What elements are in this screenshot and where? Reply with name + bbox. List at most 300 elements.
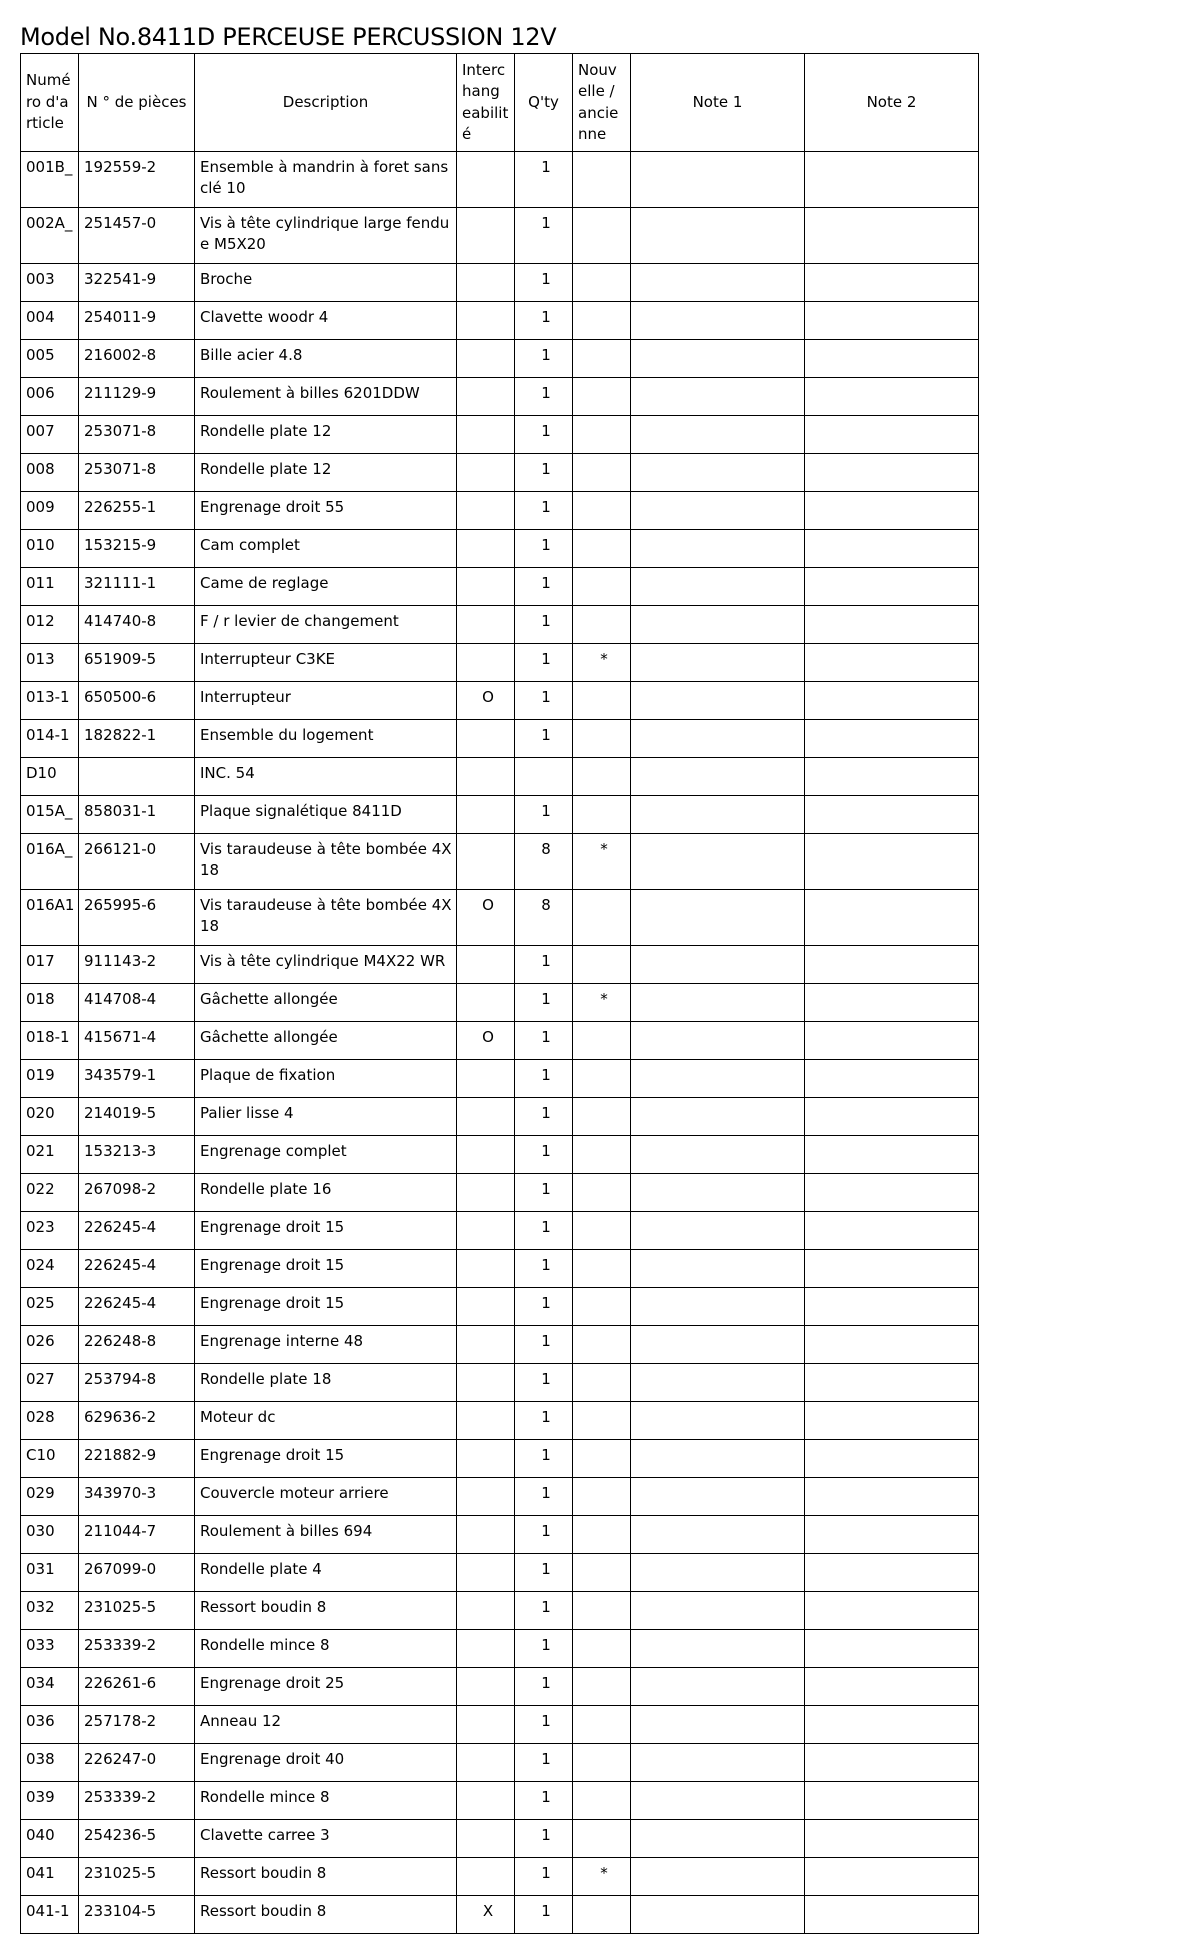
new-old-cell — [573, 492, 631, 530]
page-title: Model No.8411D PERCEUSE PERCUSSION 12V — [20, 23, 557, 51]
table-row — [21, 1402, 979, 1440]
description-cell: INC. 54 — [195, 758, 457, 796]
description-cell: Engrenage droit 55 — [195, 492, 457, 530]
table-row — [21, 1592, 979, 1630]
interchangeability-cell — [457, 1212, 515, 1250]
description-cell: Roulement à billes 694 — [195, 1516, 457, 1554]
quantity-cell: 1 — [515, 946, 573, 984]
quantity-cell: 8 — [515, 890, 573, 946]
item-number-cell: 016A_ — [21, 834, 79, 890]
note-1-cell — [631, 1668, 805, 1706]
interchangeability-cell — [457, 758, 515, 796]
item-number-cell: 008 — [21, 454, 79, 492]
interchangeability-cell — [457, 984, 515, 1022]
new-old-cell — [573, 530, 631, 568]
table-row — [21, 1820, 979, 1858]
new-old-cell — [573, 454, 631, 492]
new-old-cell — [573, 758, 631, 796]
interchangeability-cell — [457, 1516, 515, 1554]
note-1-cell — [631, 264, 805, 302]
note-2-cell — [805, 606, 979, 644]
note-1-cell — [631, 340, 805, 378]
item-number-cell: 011 — [21, 568, 79, 606]
note-2-cell — [805, 1516, 979, 1554]
part-number-cell: 251457-0 — [79, 208, 195, 264]
new-old-cell — [573, 568, 631, 606]
item-number-cell: 030 — [21, 1516, 79, 1554]
note-2-cell — [805, 378, 979, 416]
description-cell: Engrenage droit 40 — [195, 1744, 457, 1782]
item-number-cell: 002A_ — [21, 208, 79, 264]
description-cell: Ressort boudin 8 — [195, 1896, 457, 1934]
table-row — [21, 1668, 979, 1706]
new-old-cell — [573, 208, 631, 264]
item-number-cell: 019 — [21, 1060, 79, 1098]
table-row — [21, 1896, 979, 1934]
part-number-cell: 858031-1 — [79, 796, 195, 834]
note-1-cell — [631, 1212, 805, 1250]
table-row — [21, 208, 979, 264]
description-cell: Cam complet — [195, 530, 457, 568]
description-cell: Ensemble du logement — [195, 720, 457, 758]
note-2-cell — [805, 1554, 979, 1592]
item-number-cell: 025 — [21, 1288, 79, 1326]
item-number-cell: 023 — [21, 1212, 79, 1250]
part-number-cell: 231025-5 — [79, 1858, 195, 1896]
interchangeability-cell — [457, 302, 515, 340]
part-number-cell: 267098-2 — [79, 1174, 195, 1212]
note-1-cell — [631, 1744, 805, 1782]
new-old-cell: * — [573, 644, 631, 682]
interchangeability-cell — [457, 454, 515, 492]
part-number-cell: 911143-2 — [79, 946, 195, 984]
note-1-cell — [631, 1820, 805, 1858]
part-number-cell: 226255-1 — [79, 492, 195, 530]
table-row — [21, 530, 979, 568]
new-old-cell — [573, 1896, 631, 1934]
note-2-cell — [805, 1250, 979, 1288]
note-2-cell — [805, 1402, 979, 1440]
table-row — [21, 1630, 979, 1668]
table-row — [21, 946, 979, 984]
note-2-cell — [805, 1060, 979, 1098]
item-number-cell: 027 — [21, 1364, 79, 1402]
part-number-cell: 415671-4 — [79, 1022, 195, 1060]
note-2-cell — [805, 1630, 979, 1668]
note-1-cell — [631, 758, 805, 796]
description-cell: Plaque signalétique 8411D — [195, 796, 457, 834]
new-old-cell — [573, 1440, 631, 1478]
quantity-cell: 1 — [515, 682, 573, 720]
description-cell: Clavette woodr 4 — [195, 302, 457, 340]
interchangeability-cell — [457, 152, 515, 208]
table-row — [21, 720, 979, 758]
part-number-cell: 253339-2 — [79, 1630, 195, 1668]
note-1-cell — [631, 208, 805, 264]
table-row — [21, 1326, 979, 1364]
description-cell: Rondelle plate 18 — [195, 1364, 457, 1402]
note-2-cell — [805, 152, 979, 208]
note-2-cell — [805, 1212, 979, 1250]
note-2-cell — [805, 1364, 979, 1402]
part-number-cell: 253794-8 — [79, 1364, 195, 1402]
new-old-cell — [573, 1630, 631, 1668]
note-2-cell — [805, 946, 979, 984]
note-1-cell — [631, 416, 805, 454]
note-1-cell — [631, 1098, 805, 1136]
quantity-cell: 1 — [515, 152, 573, 208]
note-2-cell — [805, 758, 979, 796]
new-old-cell — [573, 1706, 631, 1744]
interchangeability-cell — [457, 340, 515, 378]
quantity-cell: 1 — [515, 1706, 573, 1744]
header-item-number: Numé ro d'a rticle — [21, 54, 79, 152]
quantity-cell: 1 — [515, 1744, 573, 1782]
note-1-cell — [631, 378, 805, 416]
item-number-cell: 005 — [21, 340, 79, 378]
description-cell: Anneau 12 — [195, 1706, 457, 1744]
part-number-cell: 266121-0 — [79, 834, 195, 890]
interchangeability-cell — [457, 1174, 515, 1212]
new-old-cell — [573, 1820, 631, 1858]
quantity-cell: 1 — [515, 1858, 573, 1896]
item-number-cell: 028 — [21, 1402, 79, 1440]
note-2-cell — [805, 416, 979, 454]
header-quantity: Q'ty — [515, 54, 573, 152]
table-row — [21, 1554, 979, 1592]
interchangeability-cell — [457, 720, 515, 758]
note-2-cell — [805, 1592, 979, 1630]
note-1-cell — [631, 1782, 805, 1820]
item-number-cell: D10 — [21, 758, 79, 796]
interchangeability-cell — [457, 1744, 515, 1782]
note-2-cell — [805, 1136, 979, 1174]
note-1-cell — [631, 1364, 805, 1402]
note-1-cell — [631, 1136, 805, 1174]
item-number-cell: 020 — [21, 1098, 79, 1136]
note-1-cell — [631, 796, 805, 834]
table-row — [21, 644, 979, 682]
note-2-cell — [805, 340, 979, 378]
new-old-cell — [573, 1782, 631, 1820]
part-number-cell: 153215-9 — [79, 530, 195, 568]
item-number-cell: 022 — [21, 1174, 79, 1212]
interchangeability-cell — [457, 492, 515, 530]
new-old-cell — [573, 1516, 631, 1554]
new-old-cell — [573, 890, 631, 946]
interchangeability-cell — [457, 264, 515, 302]
part-number-cell: 257178-2 — [79, 1706, 195, 1744]
item-number-cell: 018-1 — [21, 1022, 79, 1060]
quantity-cell: 1 — [515, 416, 573, 454]
interchangeability-cell — [457, 796, 515, 834]
note-1-cell — [631, 492, 805, 530]
note-1-cell — [631, 946, 805, 984]
interchangeability-cell — [457, 644, 515, 682]
interchangeability-cell — [457, 208, 515, 264]
interchangeability-cell — [457, 1364, 515, 1402]
table-row — [21, 416, 979, 454]
new-old-cell — [573, 1022, 631, 1060]
table-row — [21, 758, 979, 796]
note-1-cell — [631, 1288, 805, 1326]
new-old-cell — [573, 1592, 631, 1630]
header-note-1: Note 1 — [631, 54, 805, 152]
new-old-cell: * — [573, 834, 631, 890]
description-cell: Ressort boudin 8 — [195, 1858, 457, 1896]
quantity-cell: 1 — [515, 606, 573, 644]
table-row — [21, 1060, 979, 1098]
interchangeability-cell — [457, 1858, 515, 1896]
table-row — [21, 834, 979, 890]
new-old-cell — [573, 264, 631, 302]
note-2-cell — [805, 1440, 979, 1478]
interchangeability-cell — [457, 530, 515, 568]
description-cell: Rondelle mince 8 — [195, 1782, 457, 1820]
interchangeability-cell: O — [457, 890, 515, 946]
new-old-cell — [573, 152, 631, 208]
new-old-cell — [573, 1744, 631, 1782]
quantity-cell: 1 — [515, 302, 573, 340]
quantity-cell: 1 — [515, 1440, 573, 1478]
item-number-cell: 033 — [21, 1630, 79, 1668]
note-2-cell — [805, 1668, 979, 1706]
item-number-cell: 039 — [21, 1782, 79, 1820]
item-number-cell: 010 — [21, 530, 79, 568]
quantity-cell: 8 — [515, 834, 573, 890]
new-old-cell — [573, 340, 631, 378]
description-cell: Engrenage interne 48 — [195, 1326, 457, 1364]
note-1-cell — [631, 1858, 805, 1896]
part-number-cell: 226247-0 — [79, 1744, 195, 1782]
note-2-cell — [805, 1326, 979, 1364]
part-number-cell: 321111-1 — [79, 568, 195, 606]
interchangeability-cell — [457, 1478, 515, 1516]
part-number-cell: 254011-9 — [79, 302, 195, 340]
description-cell: Roulement à billes 6201DDW — [195, 378, 457, 416]
table-row — [21, 302, 979, 340]
note-2-cell — [805, 530, 979, 568]
quantity-cell: 1 — [515, 1820, 573, 1858]
description-cell: Rondelle plate 16 — [195, 1174, 457, 1212]
quantity-cell: 1 — [515, 984, 573, 1022]
table-row — [21, 1098, 979, 1136]
description-cell: Ensemble à mandrin à foret sans clé 10 — [195, 152, 457, 208]
parts-table — [20, 53, 979, 1934]
note-2-cell — [805, 1782, 979, 1820]
note-1-cell — [631, 984, 805, 1022]
note-2-cell — [805, 984, 979, 1022]
table-row — [21, 682, 979, 720]
table-row — [21, 1212, 979, 1250]
header-interchangeability: Interc hang eabilit é — [457, 54, 515, 152]
new-old-cell — [573, 1364, 631, 1402]
new-old-cell — [573, 606, 631, 644]
part-number-cell: 233104-5 — [79, 1896, 195, 1934]
quantity-cell: 1 — [515, 1136, 573, 1174]
item-number-cell: 040 — [21, 1820, 79, 1858]
part-number-cell: 211044-7 — [79, 1516, 195, 1554]
note-1-cell — [631, 644, 805, 682]
description-cell: Gâchette allongée — [195, 1022, 457, 1060]
note-2-cell — [805, 890, 979, 946]
description-cell: Couvercle moteur arriere — [195, 1478, 457, 1516]
table-row — [21, 1858, 979, 1896]
item-number-cell: 041 — [21, 1858, 79, 1896]
item-number-cell: 003 — [21, 264, 79, 302]
note-2-cell — [805, 264, 979, 302]
item-number-cell: 034 — [21, 1668, 79, 1706]
description-cell: Palier lisse 4 — [195, 1098, 457, 1136]
note-1-cell — [631, 1630, 805, 1668]
part-number-cell: 629636-2 — [79, 1402, 195, 1440]
new-old-cell — [573, 1136, 631, 1174]
interchangeability-cell: O — [457, 682, 515, 720]
description-cell: Vis taraudeuse à tête bombée 4X 18 — [195, 890, 457, 946]
description-cell: Rondelle plate 12 — [195, 416, 457, 454]
table-row — [21, 454, 979, 492]
interchangeability-cell — [457, 1592, 515, 1630]
description-cell: F / r levier de changement — [195, 606, 457, 644]
note-1-cell — [631, 720, 805, 758]
part-number-cell: 253071-8 — [79, 454, 195, 492]
description-cell: Came de reglage — [195, 568, 457, 606]
part-number-cell: 216002-8 — [79, 340, 195, 378]
note-1-cell — [631, 1706, 805, 1744]
item-number-cell: 036 — [21, 1706, 79, 1744]
note-2-cell — [805, 720, 979, 758]
interchangeability-cell — [457, 378, 515, 416]
part-number-cell: 343970-3 — [79, 1478, 195, 1516]
new-old-cell — [573, 1668, 631, 1706]
part-number-cell: 226245-4 — [79, 1250, 195, 1288]
note-1-cell — [631, 1516, 805, 1554]
note-1-cell — [631, 606, 805, 644]
table-row — [21, 1782, 979, 1820]
item-number-cell: C10 — [21, 1440, 79, 1478]
part-number-cell: 254236-5 — [79, 1820, 195, 1858]
note-1-cell — [631, 1896, 805, 1934]
item-number-cell: 012 — [21, 606, 79, 644]
part-number-cell: 153213-3 — [79, 1136, 195, 1174]
part-number-cell: 192559-2 — [79, 152, 195, 208]
note-1-cell — [631, 1478, 805, 1516]
table-row — [21, 1022, 979, 1060]
table-row — [21, 264, 979, 302]
note-1-cell — [631, 1554, 805, 1592]
part-number-cell: 253071-8 — [79, 416, 195, 454]
description-cell: Broche — [195, 264, 457, 302]
quantity-cell: 1 — [515, 378, 573, 416]
table-row — [21, 796, 979, 834]
quantity-cell: 1 — [515, 1554, 573, 1592]
new-old-cell — [573, 1326, 631, 1364]
note-1-cell — [631, 152, 805, 208]
quantity-cell: 1 — [515, 796, 573, 834]
interchangeability-cell — [457, 1630, 515, 1668]
part-number-cell: 650500-6 — [79, 682, 195, 720]
note-2-cell — [805, 454, 979, 492]
note-1-cell — [631, 1440, 805, 1478]
part-number-cell: 414740-8 — [79, 606, 195, 644]
quantity-cell: 1 — [515, 1668, 573, 1706]
new-old-cell — [573, 796, 631, 834]
table-row — [21, 984, 979, 1022]
note-1-cell — [631, 1022, 805, 1060]
note-2-cell — [805, 1744, 979, 1782]
interchangeability-cell — [457, 1820, 515, 1858]
new-old-cell — [573, 1402, 631, 1440]
description-cell: Clavette carree 3 — [195, 1820, 457, 1858]
quantity-cell: 1 — [515, 1630, 573, 1668]
quantity-cell: 1 — [515, 208, 573, 264]
part-number-cell: 221882-9 — [79, 1440, 195, 1478]
description-cell: Vis à tête cylindrique M4X22 WR — [195, 946, 457, 984]
part-number-cell: 231025-5 — [79, 1592, 195, 1630]
quantity-cell: 1 — [515, 1478, 573, 1516]
table-row — [21, 890, 979, 946]
note-2-cell — [805, 492, 979, 530]
note-2-cell — [805, 682, 979, 720]
item-number-cell: 024 — [21, 1250, 79, 1288]
table-row — [21, 1516, 979, 1554]
description-cell: Engrenage droit 25 — [195, 1668, 457, 1706]
new-old-cell — [573, 1212, 631, 1250]
part-number-cell: 253339-2 — [79, 1782, 195, 1820]
quantity-cell: 1 — [515, 644, 573, 682]
description-cell: Rondelle mince 8 — [195, 1630, 457, 1668]
header-note-2: Note 2 — [805, 54, 979, 152]
description-cell: Interrupteur C3KE — [195, 644, 457, 682]
item-number-cell: 013 — [21, 644, 79, 682]
part-number-cell: 322541-9 — [79, 264, 195, 302]
interchangeability-cell — [457, 1098, 515, 1136]
item-number-cell: 038 — [21, 1744, 79, 1782]
part-number-cell — [79, 758, 195, 796]
note-1-cell — [631, 834, 805, 890]
quantity-cell: 1 — [515, 1060, 573, 1098]
part-number-cell: 226261-6 — [79, 1668, 195, 1706]
quantity-cell: 1 — [515, 492, 573, 530]
note-1-cell — [631, 1402, 805, 1440]
item-number-cell: 006 — [21, 378, 79, 416]
note-2-cell — [805, 796, 979, 834]
note-2-cell — [805, 644, 979, 682]
table-row — [21, 1744, 979, 1782]
quantity-cell: 1 — [515, 1782, 573, 1820]
quantity-cell: 1 — [515, 454, 573, 492]
note-1-cell — [631, 568, 805, 606]
new-old-cell — [573, 1288, 631, 1326]
new-old-cell — [573, 1174, 631, 1212]
new-old-cell — [573, 720, 631, 758]
new-old-cell — [573, 1554, 631, 1592]
new-old-cell — [573, 302, 631, 340]
interchangeability-cell — [457, 1782, 515, 1820]
new-old-cell — [573, 1478, 631, 1516]
quantity-cell: 1 — [515, 568, 573, 606]
new-old-cell — [573, 682, 631, 720]
interchangeability-cell — [457, 834, 515, 890]
table-row — [21, 492, 979, 530]
note-1-cell — [631, 1060, 805, 1098]
interchangeability-cell — [457, 946, 515, 984]
header-part-number: N ° de pièces — [79, 54, 195, 152]
item-number-cell: 001B_ — [21, 152, 79, 208]
part-number-cell: 265995-6 — [79, 890, 195, 946]
description-cell: Interrupteur — [195, 682, 457, 720]
item-number-cell: 029 — [21, 1478, 79, 1516]
